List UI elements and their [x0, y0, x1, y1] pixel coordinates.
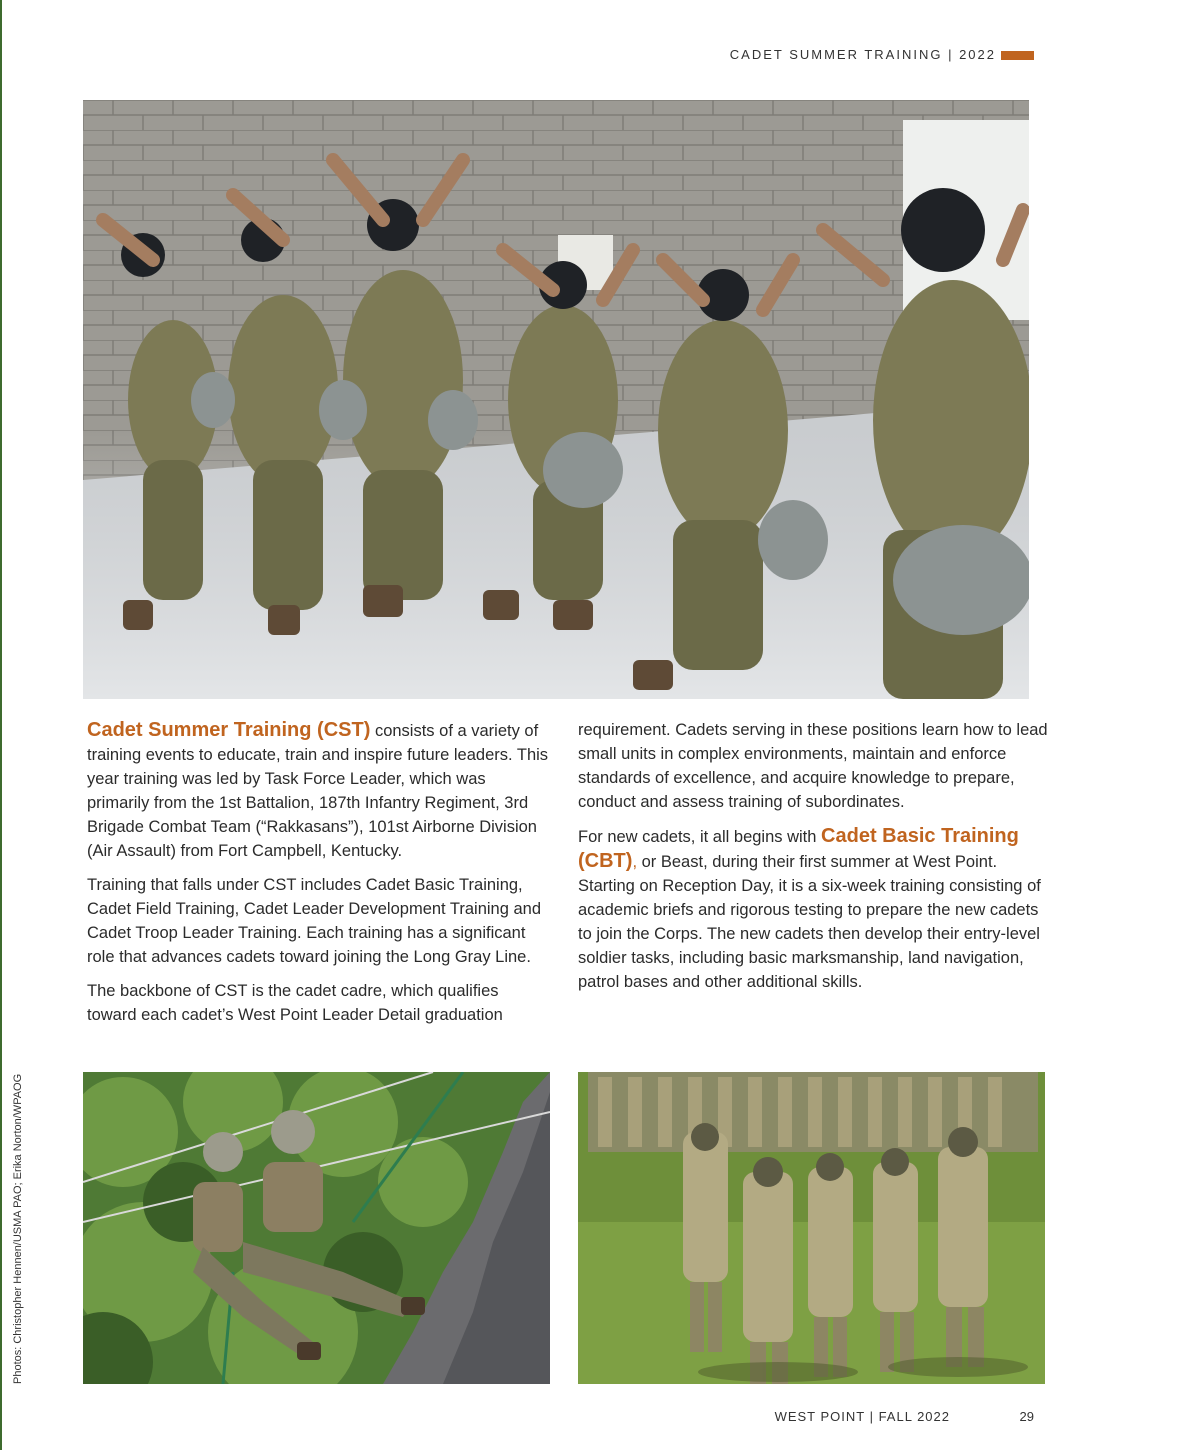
article-column-left	[87, 718, 549, 1037]
cst-highlight: Cadet Summer Training (CST)	[87, 719, 371, 741]
running-head-accent-bar	[1001, 51, 1034, 60]
article-paragraph-5-lead: For new cadets, it all begins with	[578, 828, 822, 846]
article-paragraph-1-body: consists of a variety of training events to educate, train and inspire future leaders. This year training was led by Task Force Leader, which was primarily from the 1st Battalion, 187th Infantry Regiment, 3rd Brigade Combat Team (“Rakkasans”), 101st Airborne Division (Air Assault) from Fort Campbell, Kentucky.	[87, 722, 549, 860]
article-paragraph-5	[578, 824, 1048, 994]
rappelling-photo	[83, 1072, 550, 1384]
article-paragraph-1	[87, 718, 549, 863]
article-column-right	[578, 718, 1048, 1004]
footer-publication: WEST POINT | FALL 2022	[774, 1409, 950, 1424]
photo-credit	[12, 1074, 24, 1384]
gas-chamber-photo	[83, 100, 1029, 699]
salute-formation-illustration	[578, 1072, 1045, 1384]
photo-credit-names: Christopher Hennen/USMA PAO; Erika Norton/WPAOG	[12, 1073, 24, 1344]
rappelling-illustration	[83, 1072, 550, 1384]
gas-chamber-illustration	[83, 100, 1029, 699]
article-paragraph-2: Training that falls under CST includes Cadet Basic Training, Cadet Field Training, Cadet Leader Development Training and Cadet Troop Leader Training. Each training has a significant role that advances cadets toward joining the Long Gray Line.	[87, 876, 542, 966]
article-paragraph-5-body: or Beast, during their first summer at West Point. Starting on Reception Day, it is a six-week training consisting of academic briefs and rigorous testing to prepare the new cadets to join the Corps. The new cadets then develop their entry-level soldier tasks, including basic marksmanship, land navigation, patrol bases and other additional skills.	[578, 853, 1041, 991]
running-head: CADET SUMMER TRAINING | 2022	[729, 47, 996, 62]
article-paragraph-3: The backbone of CST is the cadet cadre, which qualifies toward each cadet’s West Point Leader Detail graduation	[87, 982, 503, 1024]
salute-formation-photo	[578, 1072, 1045, 1384]
page-edge-rule	[0, 0, 2, 1450]
page-number: 29	[1019, 1409, 1034, 1424]
cbt-highlight-comma: ,	[632, 853, 638, 871]
cbt-highlight: Cadet Basic Training (CBT)	[578, 825, 1019, 872]
article-paragraph-4: requirement. Cadets serving in these positions learn how to lead small units in complex environments, maintain and enforce standards of excellence, and acquire knowledge to prepare, conduct and assess training of subordinates.	[578, 721, 1048, 811]
photo-credit-label: Photos:	[12, 1343, 24, 1384]
